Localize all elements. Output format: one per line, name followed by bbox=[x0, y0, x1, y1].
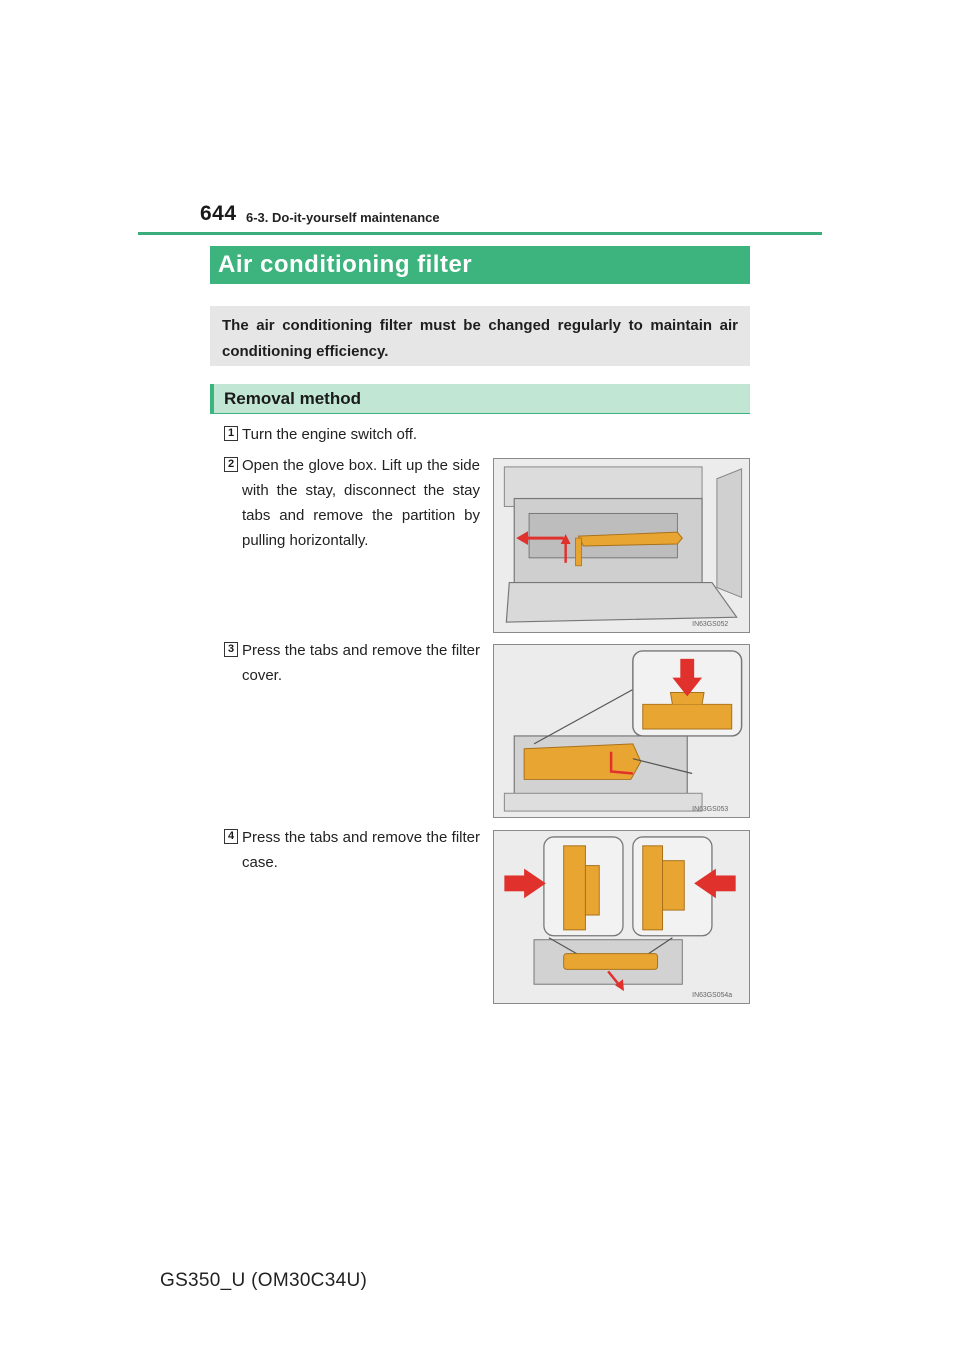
figure-filter-case bbox=[493, 830, 750, 1004]
footer-model-code: GS350_U (OM30C34U) bbox=[160, 1270, 368, 1291]
figure-code-2: IN63GS052 bbox=[692, 621, 729, 629]
step-2-number: 2 bbox=[224, 457, 238, 472]
subheading-removal-method: Removal method bbox=[210, 384, 750, 414]
filter-case-illustration bbox=[494, 831, 749, 1003]
page-number: 644 bbox=[200, 202, 237, 225]
page-title: Air conditioning filter bbox=[210, 246, 750, 284]
section-label: 6-3. Do-it-yourself maintenance bbox=[246, 210, 440, 225]
intro-text: The air conditioning filter must be changed regularly to maintain air conditioning efficiency. bbox=[210, 306, 750, 366]
step-1-text: Turn the engine switch off. bbox=[242, 426, 418, 443]
step-4-text: Press the tabs and remove the filter case. bbox=[242, 829, 480, 871]
step-3-number: 3 bbox=[224, 642, 238, 657]
filter-cover-illustration bbox=[494, 645, 749, 817]
figure-code-3: IN63GS053 bbox=[692, 806, 729, 814]
step-3-text: Press the tabs and remove the filter cover. bbox=[242, 642, 480, 684]
step-4-number: 4 bbox=[224, 829, 238, 844]
figure-glove-box-partition bbox=[493, 458, 750, 633]
step-2-text: Open the glove box. Lift up the side with the stay, disconnect the stay tabs and remove the partition by pulling horizontally. bbox=[242, 457, 480, 549]
glove-box-illustration bbox=[494, 459, 749, 632]
figure-filter-cover bbox=[493, 644, 750, 818]
header-rule bbox=[138, 232, 822, 235]
figure-code-4: IN63GS054a bbox=[692, 992, 733, 1000]
step-1-number: 1 bbox=[224, 426, 238, 441]
